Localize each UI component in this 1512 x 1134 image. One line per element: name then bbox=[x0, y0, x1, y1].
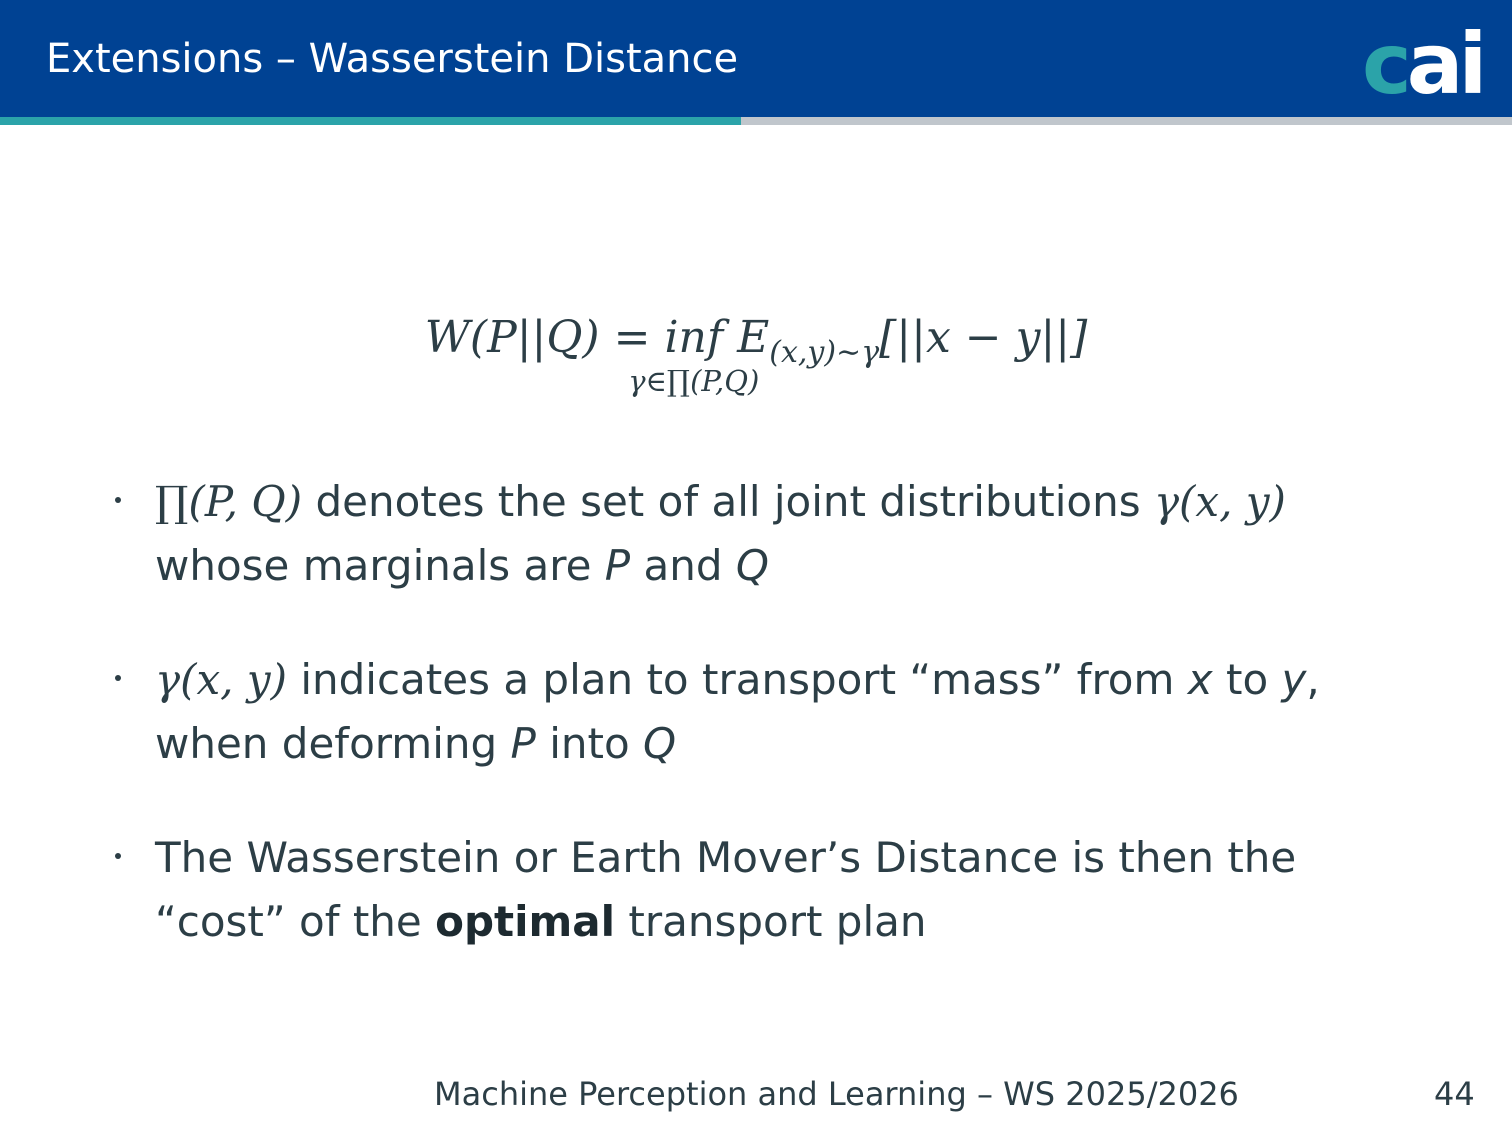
bullet-text: , when deforming bbox=[155, 655, 1320, 768]
bullet-item bbox=[115, 648, 1405, 776]
logo-letter-c: c bbox=[1362, 15, 1407, 113]
math-inline: y bbox=[1281, 655, 1307, 704]
formula-expectation: E bbox=[723, 312, 770, 363]
bullet-text: The Wasserstein or Earth Mover’s Distance is then the “cost” of the bbox=[155, 833, 1297, 946]
formula-lhs: W(P||Q) = bbox=[424, 312, 665, 363]
slide-progress-bar bbox=[0, 117, 1512, 125]
formula-operator-subscript: γ∈∏(P,Q) bbox=[628, 364, 760, 398]
slide-header bbox=[0, 0, 1512, 117]
bullet-marker bbox=[115, 675, 121, 681]
slide-progress-fill bbox=[0, 117, 741, 125]
bullet-marker bbox=[115, 497, 121, 503]
footer-course-title: Machine Perception and Learning – WS 2025/2026 bbox=[434, 1075, 1239, 1113]
math-inline: ∏(P, Q) bbox=[155, 477, 303, 526]
bullet-text: denotes the set of all joint distributions bbox=[302, 477, 1154, 526]
wasserstein-formula bbox=[0, 312, 1512, 398]
bullet-text: transport plan bbox=[615, 897, 927, 946]
bullet-item bbox=[115, 826, 1405, 954]
bullet-text: to bbox=[1212, 655, 1282, 704]
bullet-text: and bbox=[630, 541, 736, 590]
slide-title: Extensions – Wasserstein Distance bbox=[46, 36, 739, 82]
bullet-list bbox=[115, 470, 1405, 1004]
bullet-text: indicates a plan to transport “mass” from bbox=[287, 655, 1188, 704]
bullet-emphasis: optimal bbox=[435, 897, 616, 946]
bullet-text: into bbox=[535, 719, 643, 768]
formula-operator: inf bbox=[664, 312, 724, 363]
math-inline: γ(x, y) bbox=[1153, 477, 1286, 526]
bullet-text: whose marginals are bbox=[155, 541, 605, 590]
logo-letters-ai: ai bbox=[1406, 15, 1483, 113]
bullet-item bbox=[115, 470, 1405, 598]
math-inline: γ(x, y) bbox=[155, 655, 287, 704]
bullet-marker bbox=[115, 853, 121, 859]
math-inline: Q bbox=[643, 719, 677, 768]
cai-logo bbox=[1362, 15, 1483, 113]
formula-infimum bbox=[628, 312, 760, 398]
formula-rhs: [||x − y||] bbox=[879, 312, 1088, 363]
math-inline: P bbox=[604, 541, 631, 590]
formula-expectation-subscript: (x,y)∼γ bbox=[769, 335, 880, 370]
math-inline: x bbox=[1187, 655, 1213, 704]
math-inline: P bbox=[510, 719, 536, 768]
footer-page-number: 44 bbox=[1434, 1075, 1475, 1113]
math-inline: Q bbox=[735, 541, 769, 590]
